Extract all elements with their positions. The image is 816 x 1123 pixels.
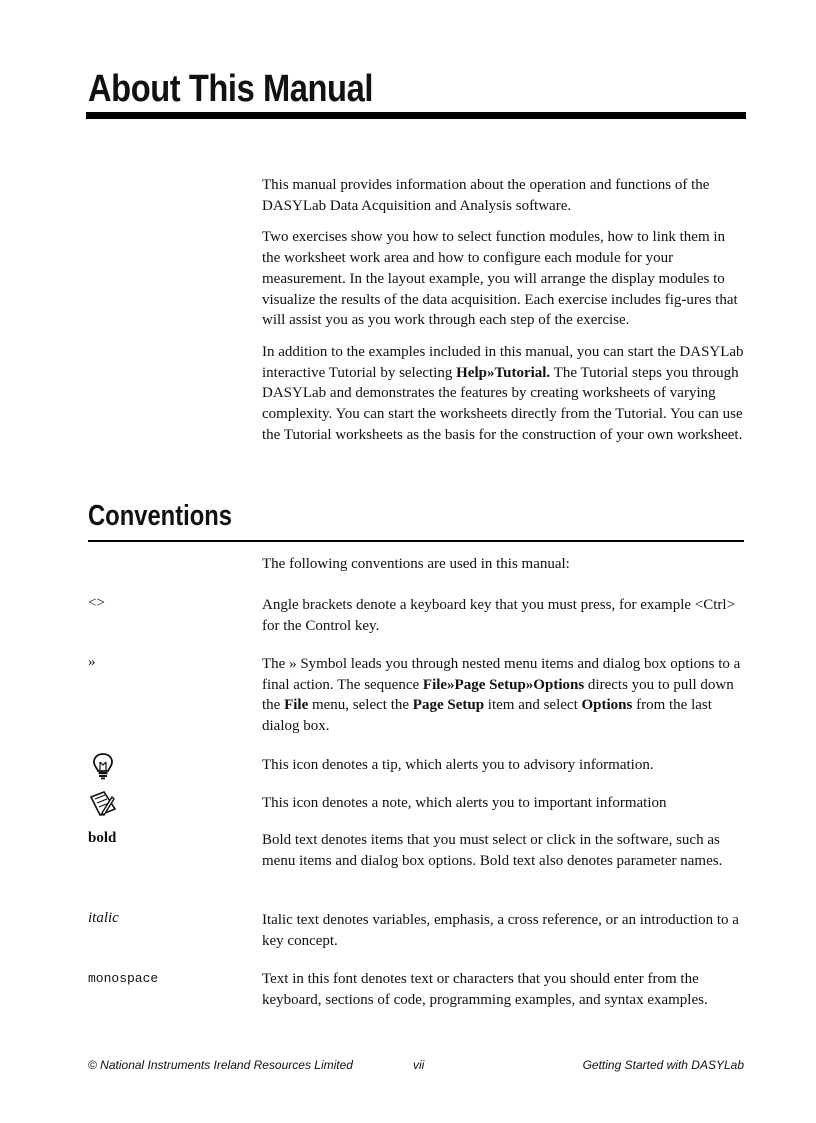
page-footer <box>88 1058 744 1076</box>
intro-p3-text-b: The Tutorial steps you through DASYLab and demonstrates the features by creating worksheets of varying complexity. You can start the worksheets directly from the Tutorial. You can use the Tutorial worksheets as the basis for the construction of your own worksheet. <box>262 364 743 443</box>
desc-text: from the last dialog box. <box>262 697 712 735</box>
intro-p3-text-a: In addition to the examples included in this manual, you can start the DASYLab interactive Tutorial by selecting <box>262 343 744 381</box>
convention-term: italic <box>88 910 119 926</box>
desc-text: item and select <box>484 697 582 714</box>
conventions-rule <box>88 540 744 542</box>
title-rule <box>86 112 746 119</box>
convention-term: » <box>88 654 96 670</box>
footer-page-number: vii <box>413 1058 425 1072</box>
lightbulb-icon <box>88 751 118 781</box>
convention-description <box>262 654 748 737</box>
desc-bold-text: File <box>284 697 309 714</box>
menu-path-help-tutorial: Help»Tutorial. <box>456 364 551 381</box>
convention-term: bold <box>88 830 117 846</box>
convention-term: monospace <box>88 971 159 986</box>
intro-section <box>262 175 746 456</box>
desc-bold-text: Options <box>581 697 633 714</box>
convention-description: Text in this font denotes text or characters that you should enter from the keyboard, sections of code, programming examples, and syntax examples. <box>262 971 708 1008</box>
intro-paragraph-1: This manual provides information about the operation and functions of the DASYLab Data Acquisition and Analysis software. <box>262 177 710 214</box>
convention-description: Bold text denotes items that you must select or click in the software, such as menu items and dialog box options. Bold text also denotes parameter names. <box>262 832 723 869</box>
desc-text: The » Symbol leads you through nested menu items and dialog box options to a final action. The sequence <box>262 656 741 693</box>
conventions-heading: Conventions <box>88 500 233 532</box>
desc-bold-text: Page Setup <box>412 697 485 714</box>
desc-bold-text: File»Page Setup»Options <box>422 676 585 693</box>
intro-paragraph-3 <box>262 342 746 446</box>
desc-text: directs you to pull down the <box>262 676 734 714</box>
intro-paragraph-2: Two exercises show you how to select function modules, how to link them in the worksheet work area and how to configure each module for your measurement. In the layout example, you will arrange the display modules to visualize the results of the data acquisition. Each exercise includes fig-ures that will assist you as you work through each step of the exercise. <box>262 229 738 329</box>
footer-book-title: Getting Started with DASYLab <box>582 1058 744 1072</box>
page-title: About This Manual <box>88 68 373 110</box>
convention-description: Angle brackets denote a keyboard key that you must press, for example <Ctrl> for the Control key. <box>262 597 736 634</box>
convention-description: This icon denotes a note, which alerts you to important information <box>262 795 667 811</box>
convention-description: Italic text denotes variables, emphasis, a cross reference, or an introduction to a key concept. <box>262 912 739 949</box>
convention-description: This icon denotes a tip, which alerts you to advisory information. <box>262 757 654 773</box>
desc-text: menu, select the <box>308 697 413 714</box>
convention-term: <> <box>88 595 105 611</box>
note-icon <box>88 789 118 819</box>
conventions-intro: The following conventions are used in this manual: <box>262 556 570 572</box>
footer-copyright: © National Instruments Ireland Resources Limited <box>88 1058 353 1072</box>
